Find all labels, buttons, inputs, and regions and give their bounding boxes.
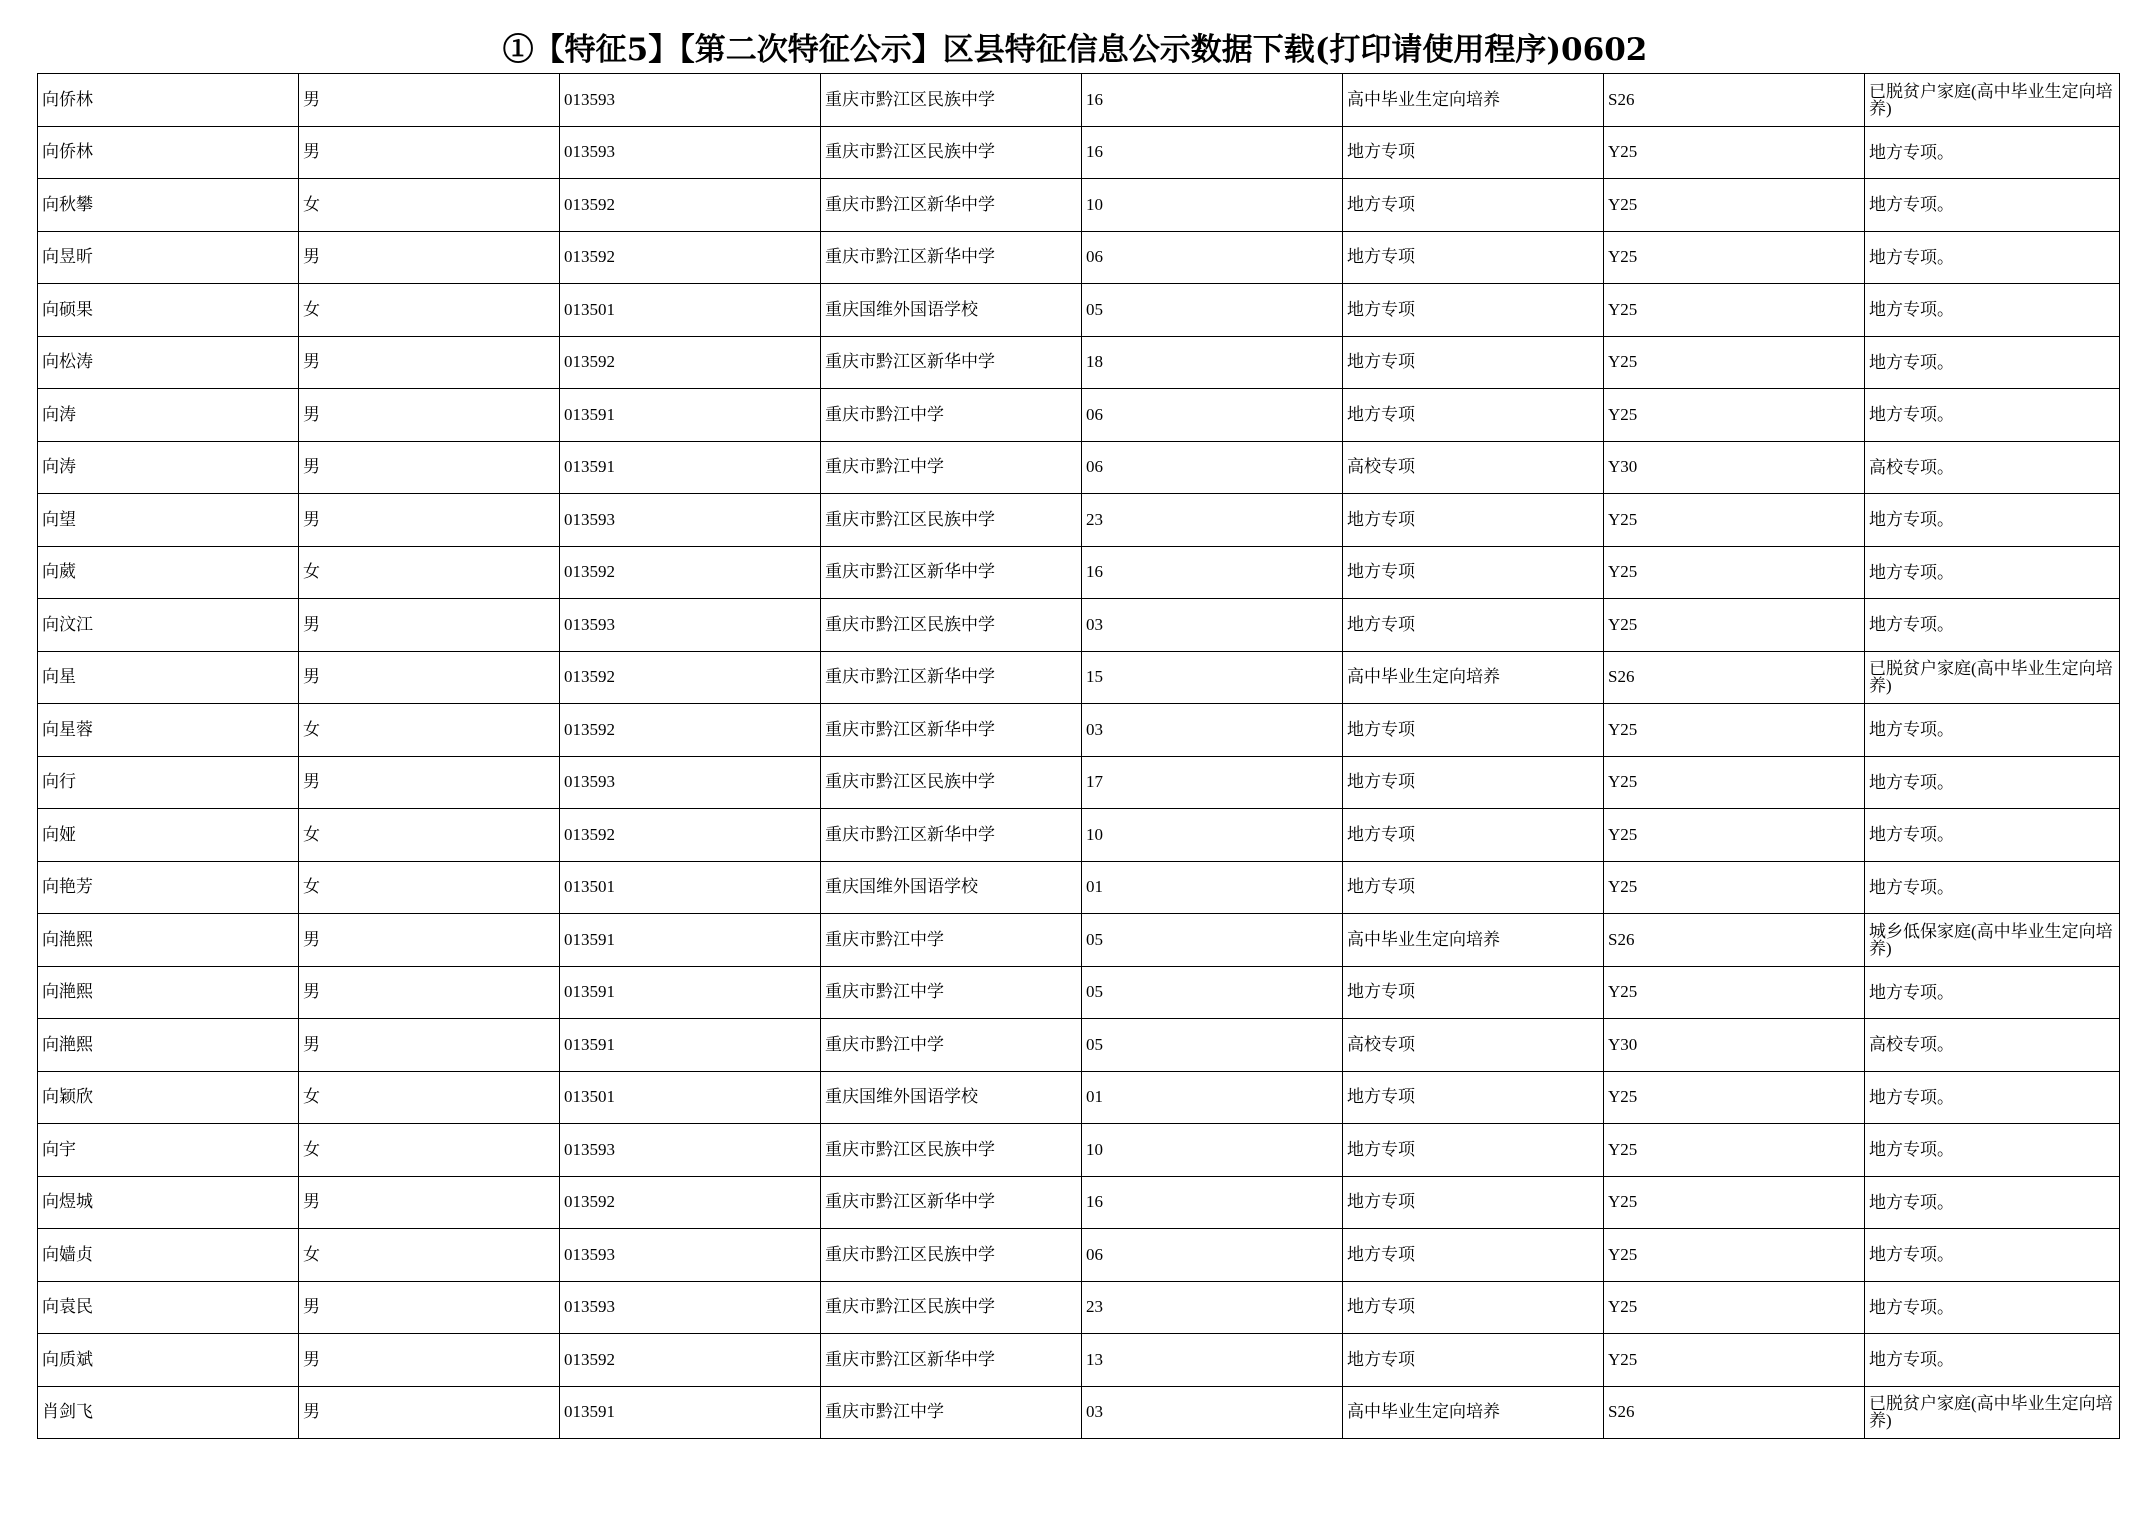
class-cell: 23 [1082, 1281, 1343, 1334]
table-row [38, 284, 2120, 337]
table-row [38, 966, 2120, 1019]
code-cell: Y25 [1604, 1124, 1865, 1177]
class-cell: 17 [1082, 756, 1343, 809]
class-cell: 03 [1082, 599, 1343, 652]
table-row [38, 1124, 2120, 1177]
name-cell: 向滟熙 [38, 1019, 299, 1072]
category-cell: 地方专项 [1343, 231, 1604, 284]
gender-cell: 男 [299, 756, 560, 809]
school-code-cell: 013592 [560, 179, 821, 232]
note-cell: 地方专项。 [1865, 966, 2120, 1019]
class-cell: 05 [1082, 914, 1343, 967]
gender-cell: 男 [299, 336, 560, 389]
note-cell: 地方专项。 [1865, 1071, 2120, 1124]
school-name-cell: 重庆市黔江区新华中学 [821, 1176, 1082, 1229]
code-cell: Y25 [1604, 1281, 1865, 1334]
school-name-cell: 重庆市黔江中学 [821, 1019, 1082, 1072]
name-cell: 向艳芳 [38, 861, 299, 914]
school-code-cell: 013501 [560, 1071, 821, 1124]
school-name-cell: 重庆市黔江中学 [821, 1386, 1082, 1439]
code-cell: Y25 [1604, 336, 1865, 389]
gender-cell: 男 [299, 966, 560, 1019]
table-row [38, 1019, 2120, 1072]
table-row [38, 74, 2120, 127]
table-row [38, 389, 2120, 442]
note-cell: 地方专项。 [1865, 126, 2120, 179]
name-cell: 向涛 [38, 441, 299, 494]
code-cell: Y25 [1604, 284, 1865, 337]
page-title: ①【特征5】【第二次特征公示】区县特征信息公示数据下载(打印请使用程序)0602 [502, 32, 1648, 68]
table-row [38, 1071, 2120, 1124]
name-cell: 向侨林 [38, 74, 299, 127]
gender-cell: 女 [299, 284, 560, 337]
class-cell: 16 [1082, 126, 1343, 179]
note-cell: 地方专项。 [1865, 284, 2120, 337]
class-cell: 03 [1082, 704, 1343, 757]
school-code-cell: 013593 [560, 756, 821, 809]
code-cell: Y25 [1604, 966, 1865, 1019]
table-row [38, 336, 2120, 389]
school-code-cell: 013593 [560, 1281, 821, 1334]
name-cell: 向秋攀 [38, 179, 299, 232]
school-name-cell: 重庆国维外国语学校 [821, 1071, 1082, 1124]
category-cell: 高中毕业生定向培养 [1343, 651, 1604, 704]
table-row [38, 756, 2120, 809]
class-cell: 03 [1082, 1386, 1343, 1439]
school-name-cell: 重庆国维外国语学校 [821, 861, 1082, 914]
code-cell: Y25 [1604, 494, 1865, 547]
category-cell: 地方专项 [1343, 389, 1604, 442]
note-cell: 已脱贫户家庭(高中毕业生定向培养) [1865, 1386, 2120, 1439]
note-cell: 地方专项。 [1865, 599, 2120, 652]
code-cell: Y25 [1604, 861, 1865, 914]
class-cell: 18 [1082, 336, 1343, 389]
school-code-cell: 013593 [560, 1229, 821, 1282]
note-cell: 城乡低保家庭(高中毕业生定向培养) [1865, 914, 2120, 967]
table-row [38, 494, 2120, 547]
school-code-cell: 013592 [560, 231, 821, 284]
table-row [38, 1229, 2120, 1282]
school-name-cell: 重庆市黔江中学 [821, 389, 1082, 442]
name-cell: 向葳 [38, 546, 299, 599]
name-cell: 向娅 [38, 809, 299, 862]
school-code-cell: 013593 [560, 126, 821, 179]
class-cell: 16 [1082, 1176, 1343, 1229]
name-cell: 向行 [38, 756, 299, 809]
school-code-cell: 013592 [560, 1176, 821, 1229]
school-code-cell: 013593 [560, 599, 821, 652]
school-name-cell: 重庆市黔江区民族中学 [821, 1281, 1082, 1334]
code-cell: Y25 [1604, 389, 1865, 442]
category-cell: 地方专项 [1343, 966, 1604, 1019]
gender-cell: 男 [299, 74, 560, 127]
school-name-cell: 重庆市黔江区新华中学 [821, 651, 1082, 704]
school-name-cell: 重庆市黔江区新华中学 [821, 336, 1082, 389]
gender-cell: 男 [299, 231, 560, 284]
category-cell: 高校专项 [1343, 1019, 1604, 1072]
note-cell: 高校专项。 [1865, 1019, 2120, 1072]
code-cell: S26 [1604, 1386, 1865, 1439]
school-name-cell: 重庆市黔江区新华中学 [821, 704, 1082, 757]
note-cell: 地方专项。 [1865, 1176, 2120, 1229]
school-name-cell: 重庆国维外国语学校 [821, 284, 1082, 337]
note-cell: 地方专项。 [1865, 231, 2120, 284]
name-cell: 向望 [38, 494, 299, 547]
table-row [38, 126, 2120, 179]
name-cell: 向侨林 [38, 126, 299, 179]
note-cell: 地方专项。 [1865, 704, 2120, 757]
gender-cell: 男 [299, 1334, 560, 1387]
class-cell: 16 [1082, 74, 1343, 127]
name-cell: 向宇 [38, 1124, 299, 1177]
class-cell: 05 [1082, 966, 1343, 1019]
name-cell: 向袁民 [38, 1281, 299, 1334]
name-cell: 向颖欣 [38, 1071, 299, 1124]
note-cell: 地方专项。 [1865, 389, 2120, 442]
code-cell: S26 [1604, 74, 1865, 127]
class-cell: 01 [1082, 1071, 1343, 1124]
school-code-cell: 013592 [560, 809, 821, 862]
class-cell: 15 [1082, 651, 1343, 704]
code-cell: Y25 [1604, 231, 1865, 284]
note-cell: 地方专项。 [1865, 179, 2120, 232]
school-code-cell: 013591 [560, 1019, 821, 1072]
category-cell: 高中毕业生定向培养 [1343, 914, 1604, 967]
note-cell: 地方专项。 [1865, 809, 2120, 862]
gender-cell: 女 [299, 704, 560, 757]
gender-cell: 男 [299, 1281, 560, 1334]
category-cell: 地方专项 [1343, 1281, 1604, 1334]
category-cell: 地方专项 [1343, 126, 1604, 179]
school-code-cell: 013592 [560, 704, 821, 757]
code-cell: S26 [1604, 651, 1865, 704]
gender-cell: 男 [299, 914, 560, 967]
class-cell: 01 [1082, 861, 1343, 914]
gender-cell: 男 [299, 599, 560, 652]
school-code-cell: 013501 [560, 861, 821, 914]
name-cell: 向滟熙 [38, 914, 299, 967]
roster-body [38, 74, 2120, 1439]
roster-table [37, 73, 2120, 1439]
code-cell: Y25 [1604, 126, 1865, 179]
school-name-cell: 重庆市黔江区民族中学 [821, 756, 1082, 809]
name-cell: 向涛 [38, 389, 299, 442]
school-name-cell: 重庆市黔江区民族中学 [821, 1124, 1082, 1177]
name-cell: 向煜城 [38, 1176, 299, 1229]
category-cell: 地方专项 [1343, 546, 1604, 599]
table-row [38, 1386, 2120, 1439]
gender-cell: 男 [299, 1386, 560, 1439]
school-code-cell: 013593 [560, 74, 821, 127]
school-name-cell: 重庆市黔江区民族中学 [821, 599, 1082, 652]
category-cell: 地方专项 [1343, 756, 1604, 809]
class-cell: 06 [1082, 389, 1343, 442]
school-name-cell: 重庆市黔江区民族中学 [821, 494, 1082, 547]
table-row [38, 546, 2120, 599]
note-cell: 已脱贫户家庭(高中毕业生定向培养) [1865, 74, 2120, 127]
gender-cell: 男 [299, 651, 560, 704]
note-cell: 地方专项。 [1865, 336, 2120, 389]
class-cell: 10 [1082, 809, 1343, 862]
gender-cell: 女 [299, 546, 560, 599]
school-name-cell: 重庆市黔江区新华中学 [821, 1334, 1082, 1387]
school-name-cell: 重庆市黔江中学 [821, 966, 1082, 1019]
school-name-cell: 重庆市黔江中学 [821, 441, 1082, 494]
table-row [38, 441, 2120, 494]
note-cell: 已脱贫户家庭(高中毕业生定向培养) [1865, 651, 2120, 704]
code-cell: Y25 [1604, 1229, 1865, 1282]
name-cell: 向松涛 [38, 336, 299, 389]
school-code-cell: 013591 [560, 966, 821, 1019]
category-cell: 地方专项 [1343, 599, 1604, 652]
name-cell: 肖剑飞 [38, 1386, 299, 1439]
table-row [38, 809, 2120, 862]
name-cell: 向昱昕 [38, 231, 299, 284]
school-code-cell: 013591 [560, 1386, 821, 1439]
note-cell: 地方专项。 [1865, 546, 2120, 599]
category-cell: 地方专项 [1343, 179, 1604, 232]
class-cell: 05 [1082, 1019, 1343, 1072]
gender-cell: 男 [299, 126, 560, 179]
class-cell: 10 [1082, 179, 1343, 232]
class-cell: 16 [1082, 546, 1343, 599]
gender-cell: 男 [299, 441, 560, 494]
note-cell: 地方专项。 [1865, 756, 2120, 809]
gender-cell: 女 [299, 1071, 560, 1124]
gender-cell: 女 [299, 861, 560, 914]
code-cell: Y25 [1604, 1176, 1865, 1229]
table-row [38, 1334, 2120, 1387]
category-cell: 地方专项 [1343, 861, 1604, 914]
class-cell: 06 [1082, 1229, 1343, 1282]
table-row [38, 599, 2120, 652]
category-cell: 地方专项 [1343, 1071, 1604, 1124]
category-cell: 地方专项 [1343, 284, 1604, 337]
school-name-cell: 重庆市黔江区新华中学 [821, 546, 1082, 599]
category-cell: 高校专项 [1343, 441, 1604, 494]
code-cell: Y25 [1604, 756, 1865, 809]
table-row [38, 179, 2120, 232]
gender-cell: 女 [299, 1229, 560, 1282]
school-name-cell: 重庆市黔江中学 [821, 914, 1082, 967]
category-cell: 高中毕业生定向培养 [1343, 74, 1604, 127]
class-cell: 10 [1082, 1124, 1343, 1177]
gender-cell: 男 [299, 389, 560, 442]
name-cell: 向星 [38, 651, 299, 704]
note-cell: 地方专项。 [1865, 861, 2120, 914]
gender-cell: 男 [299, 1176, 560, 1229]
class-cell: 05 [1082, 284, 1343, 337]
name-cell: 向滟熙 [38, 966, 299, 1019]
table-row [38, 704, 2120, 757]
category-cell: 地方专项 [1343, 704, 1604, 757]
gender-cell: 女 [299, 179, 560, 232]
table-row [38, 1281, 2120, 1334]
gender-cell: 男 [299, 494, 560, 547]
school-code-cell: 013501 [560, 284, 821, 337]
school-code-cell: 013591 [560, 914, 821, 967]
school-name-cell: 重庆市黔江区新华中学 [821, 179, 1082, 232]
code-cell: Y25 [1604, 704, 1865, 757]
name-cell: 向硕果 [38, 284, 299, 337]
school-name-cell: 重庆市黔江区民族中学 [821, 74, 1082, 127]
school-name-cell: 重庆市黔江区新华中学 [821, 809, 1082, 862]
note-cell: 地方专项。 [1865, 1124, 2120, 1177]
category-cell: 地方专项 [1343, 1124, 1604, 1177]
table-row [38, 231, 2120, 284]
category-cell: 地方专项 [1343, 1229, 1604, 1282]
note-cell: 地方专项。 [1865, 494, 2120, 547]
name-cell: 向质斌 [38, 1334, 299, 1387]
category-cell: 高中毕业生定向培养 [1343, 1386, 1604, 1439]
code-cell: Y25 [1604, 599, 1865, 652]
category-cell: 地方专项 [1343, 494, 1604, 547]
category-cell: 地方专项 [1343, 809, 1604, 862]
school-name-cell: 重庆市黔江区新华中学 [821, 231, 1082, 284]
category-cell: 地方专项 [1343, 1334, 1604, 1387]
code-cell: Y25 [1604, 1071, 1865, 1124]
school-code-cell: 013592 [560, 336, 821, 389]
note-cell: 地方专项。 [1865, 1334, 2120, 1387]
school-code-cell: 013592 [560, 1334, 821, 1387]
note-cell: 地方专项。 [1865, 1281, 2120, 1334]
school-name-cell: 重庆市黔江区民族中学 [821, 126, 1082, 179]
class-cell: 06 [1082, 441, 1343, 494]
gender-cell: 女 [299, 1124, 560, 1177]
class-cell: 06 [1082, 231, 1343, 284]
table-row [38, 651, 2120, 704]
table-row [38, 1176, 2120, 1229]
name-cell: 向汶江 [38, 599, 299, 652]
gender-cell: 女 [299, 809, 560, 862]
table-row [38, 861, 2120, 914]
code-cell: Y30 [1604, 1019, 1865, 1072]
class-cell: 13 [1082, 1334, 1343, 1387]
name-cell: 向星蓉 [38, 704, 299, 757]
name-cell: 向嫱贞 [38, 1229, 299, 1282]
category-cell: 地方专项 [1343, 1176, 1604, 1229]
school-code-cell: 013593 [560, 1124, 821, 1177]
code-cell: Y25 [1604, 1334, 1865, 1387]
class-cell: 23 [1082, 494, 1343, 547]
school-code-cell: 013592 [560, 546, 821, 599]
code-cell: S26 [1604, 914, 1865, 967]
gender-cell: 男 [299, 1019, 560, 1072]
code-cell: Y25 [1604, 179, 1865, 232]
code-cell: Y25 [1604, 809, 1865, 862]
school-code-cell: 013592 [560, 651, 821, 704]
code-cell: Y30 [1604, 441, 1865, 494]
table-row [38, 914, 2120, 967]
school-name-cell: 重庆市黔江区民族中学 [821, 1229, 1082, 1282]
school-code-cell: 013593 [560, 494, 821, 547]
code-cell: Y25 [1604, 546, 1865, 599]
school-code-cell: 013591 [560, 389, 821, 442]
school-code-cell: 013591 [560, 441, 821, 494]
note-cell: 高校专项。 [1865, 441, 2120, 494]
note-cell: 地方专项。 [1865, 1229, 2120, 1282]
category-cell: 地方专项 [1343, 336, 1604, 389]
